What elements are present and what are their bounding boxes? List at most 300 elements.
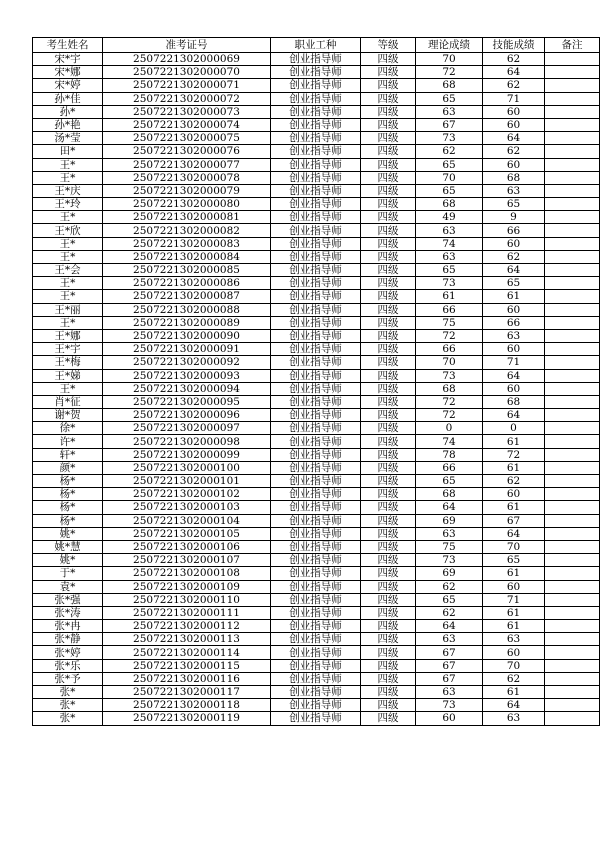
cell-level: 四级 — [361, 79, 416, 92]
cell-theory-score: 74 — [416, 237, 483, 250]
cell-theory-score: 65 — [416, 593, 483, 606]
score-table — [32, 37, 600, 726]
table-row — [33, 92, 600, 105]
cell-skill-score: 62 — [483, 145, 545, 158]
cell-remarks — [545, 448, 600, 461]
cell-name: 肖*征 — [33, 395, 103, 408]
cell-remarks — [545, 303, 600, 316]
table-row — [33, 448, 600, 461]
cell-name: 杨* — [33, 488, 103, 501]
cell-name: 张*静 — [33, 633, 103, 646]
cell-occupation: 创业指导师 — [271, 250, 361, 263]
table-row — [33, 501, 600, 514]
cell-theory-score: 62 — [416, 580, 483, 593]
cell-level: 四级 — [361, 224, 416, 237]
cell-occupation: 创业指导师 — [271, 514, 361, 527]
cell-name: 姚*慧 — [33, 540, 103, 553]
table-row — [33, 435, 600, 448]
cell-skill-score: 67 — [483, 514, 545, 527]
cell-level: 四级 — [361, 593, 416, 606]
cell-remarks — [545, 514, 600, 527]
cell-level: 四级 — [361, 606, 416, 619]
cell-occupation: 创业指导师 — [271, 488, 361, 501]
cell-occupation: 创业指导师 — [271, 699, 361, 712]
cell-remarks — [545, 264, 600, 277]
cell-name: 张* — [33, 712, 103, 725]
cell-level: 四级 — [361, 303, 416, 316]
cell-occupation: 创业指导师 — [271, 580, 361, 593]
cell-theory-score: 70 — [416, 356, 483, 369]
cell-theory-score: 61 — [416, 290, 483, 303]
cell-skill-score: 62 — [483, 79, 545, 92]
table-row — [33, 211, 600, 224]
cell-ticket-number: 2507221302000110 — [103, 593, 271, 606]
table-row — [33, 646, 600, 659]
cell-name: 王* — [33, 250, 103, 263]
table-row — [33, 620, 600, 633]
cell-level: 四级 — [361, 422, 416, 435]
cell-level: 四级 — [361, 356, 416, 369]
cell-level: 四级 — [361, 646, 416, 659]
table-row — [33, 672, 600, 685]
cell-theory-score: 75 — [416, 540, 483, 553]
cell-skill-score: 60 — [483, 382, 545, 395]
cell-ticket-number: 2507221302000106 — [103, 540, 271, 553]
cell-name: 王* — [33, 158, 103, 171]
cell-level: 四级 — [361, 488, 416, 501]
table-row — [33, 422, 600, 435]
table-row — [33, 329, 600, 342]
cell-ticket-number: 2507221302000090 — [103, 329, 271, 342]
cell-ticket-number: 2507221302000079 — [103, 184, 271, 197]
cell-skill-score: 66 — [483, 316, 545, 329]
cell-theory-score: 74 — [416, 435, 483, 448]
cell-ticket-number: 2507221302000109 — [103, 580, 271, 593]
cell-ticket-number: 2507221302000071 — [103, 79, 271, 92]
cell-remarks — [545, 422, 600, 435]
cell-theory-score: 63 — [416, 527, 483, 540]
cell-name: 徐* — [33, 422, 103, 435]
cell-ticket-number: 2507221302000089 — [103, 316, 271, 329]
cell-name: 宋*娜 — [33, 66, 103, 79]
cell-name: 张*冉 — [33, 620, 103, 633]
cell-name: 张* — [33, 686, 103, 699]
table-row — [33, 409, 600, 422]
cell-ticket-number: 2507221302000088 — [103, 303, 271, 316]
table-row — [33, 343, 600, 356]
cell-skill-score: 64 — [483, 699, 545, 712]
header-remarks: 备注 — [545, 38, 600, 53]
cell-remarks — [545, 53, 600, 66]
cell-remarks — [545, 540, 600, 553]
cell-name: 汤*莹 — [33, 132, 103, 145]
table-row — [33, 158, 600, 171]
table-row — [33, 382, 600, 395]
cell-occupation: 创业指导师 — [271, 79, 361, 92]
cell-skill-score: 61 — [483, 501, 545, 514]
cell-ticket-number: 2507221302000076 — [103, 145, 271, 158]
cell-occupation: 创业指导师 — [271, 198, 361, 211]
cell-ticket-number: 2507221302000072 — [103, 92, 271, 105]
cell-level: 四级 — [361, 699, 416, 712]
cell-occupation: 创业指导师 — [271, 646, 361, 659]
cell-level: 四级 — [361, 712, 416, 725]
cell-theory-score: 72 — [416, 395, 483, 408]
cell-name: 王*娜 — [33, 329, 103, 342]
cell-ticket-number: 2507221302000093 — [103, 369, 271, 382]
cell-skill-score: 60 — [483, 118, 545, 131]
cell-occupation: 创业指导师 — [271, 409, 361, 422]
cell-ticket-number: 2507221302000103 — [103, 501, 271, 514]
cell-skill-score: 60 — [483, 343, 545, 356]
table-row — [33, 66, 600, 79]
cell-ticket-number: 2507221302000112 — [103, 620, 271, 633]
cell-level: 四级 — [361, 171, 416, 184]
cell-remarks — [545, 290, 600, 303]
cell-remarks — [545, 699, 600, 712]
cell-occupation: 创业指导师 — [271, 659, 361, 672]
cell-skill-score: 64 — [483, 264, 545, 277]
cell-skill-score: 62 — [483, 672, 545, 685]
cell-ticket-number: 2507221302000086 — [103, 277, 271, 290]
cell-remarks — [545, 461, 600, 474]
cell-theory-score: 65 — [416, 475, 483, 488]
cell-level: 四级 — [361, 659, 416, 672]
cell-ticket-number: 2507221302000095 — [103, 395, 271, 408]
cell-name: 张* — [33, 699, 103, 712]
table-row — [33, 184, 600, 197]
cell-name: 王* — [33, 382, 103, 395]
table-row — [33, 118, 600, 131]
cell-level: 四级 — [361, 409, 416, 422]
cell-skill-score: 61 — [483, 461, 545, 474]
cell-skill-score: 64 — [483, 369, 545, 382]
cell-ticket-number: 2507221302000077 — [103, 158, 271, 171]
table-row — [33, 527, 600, 540]
cell-remarks — [545, 356, 600, 369]
cell-remarks — [545, 66, 600, 79]
cell-level: 四级 — [361, 118, 416, 131]
cell-level: 四级 — [361, 53, 416, 66]
cell-skill-score: 61 — [483, 686, 545, 699]
cell-remarks — [545, 593, 600, 606]
header-row — [33, 38, 600, 53]
cell-remarks — [545, 620, 600, 633]
cell-remarks — [545, 329, 600, 342]
cell-occupation: 创业指导师 — [271, 92, 361, 105]
cell-skill-score: 71 — [483, 593, 545, 606]
cell-theory-score: 69 — [416, 567, 483, 580]
cell-name: 张*予 — [33, 672, 103, 685]
cell-skill-score: 65 — [483, 277, 545, 290]
cell-level: 四级 — [361, 105, 416, 118]
cell-occupation: 创业指导师 — [271, 53, 361, 66]
table-row — [33, 686, 600, 699]
cell-occupation: 创业指导师 — [271, 395, 361, 408]
cell-ticket-number: 2507221302000091 — [103, 343, 271, 356]
cell-level: 四级 — [361, 92, 416, 105]
cell-theory-score: 78 — [416, 448, 483, 461]
cell-occupation: 创业指导师 — [271, 277, 361, 290]
cell-theory-score: 64 — [416, 501, 483, 514]
cell-theory-score: 63 — [416, 105, 483, 118]
cell-name: 袁* — [33, 580, 103, 593]
cell-skill-score: 72 — [483, 448, 545, 461]
cell-skill-score: 61 — [483, 567, 545, 580]
cell-occupation: 创业指导师 — [271, 303, 361, 316]
table-row — [33, 132, 600, 145]
cell-theory-score: 73 — [416, 132, 483, 145]
cell-skill-score: 64 — [483, 527, 545, 540]
cell-level: 四级 — [361, 672, 416, 685]
cell-occupation: 创业指导师 — [271, 264, 361, 277]
cell-skill-score: 61 — [483, 290, 545, 303]
cell-name: 轩* — [33, 448, 103, 461]
cell-theory-score: 67 — [416, 659, 483, 672]
cell-name: 王*会 — [33, 264, 103, 277]
cell-skill-score: 9 — [483, 211, 545, 224]
table-row — [33, 593, 600, 606]
cell-remarks — [545, 633, 600, 646]
cell-occupation: 创业指导师 — [271, 501, 361, 514]
cell-ticket-number: 2507221302000082 — [103, 224, 271, 237]
cell-name: 孙*艳 — [33, 118, 103, 131]
cell-skill-score: 68 — [483, 395, 545, 408]
cell-occupation: 创业指导师 — [271, 382, 361, 395]
cell-level: 四级 — [361, 329, 416, 342]
cell-ticket-number: 2507221302000098 — [103, 435, 271, 448]
cell-remarks — [545, 527, 600, 540]
cell-theory-score: 69 — [416, 514, 483, 527]
table-row — [33, 277, 600, 290]
cell-name: 王* — [33, 171, 103, 184]
cell-level: 四级 — [361, 382, 416, 395]
cell-remarks — [545, 132, 600, 145]
cell-occupation: 创业指导师 — [271, 184, 361, 197]
cell-occupation: 创业指导师 — [271, 66, 361, 79]
cell-level: 四级 — [361, 620, 416, 633]
cell-occupation: 创业指导师 — [271, 132, 361, 145]
table-row — [33, 395, 600, 408]
cell-name: 宋*宇 — [33, 53, 103, 66]
cell-theory-score: 65 — [416, 92, 483, 105]
cell-ticket-number: 2507221302000113 — [103, 633, 271, 646]
cell-occupation: 创业指导师 — [271, 356, 361, 369]
cell-ticket-number: 2507221302000078 — [103, 171, 271, 184]
cell-skill-score: 61 — [483, 435, 545, 448]
cell-occupation: 创业指导师 — [271, 672, 361, 685]
cell-occupation: 创业指导师 — [271, 461, 361, 474]
cell-level: 四级 — [361, 237, 416, 250]
cell-skill-score: 61 — [483, 606, 545, 619]
cell-occupation: 创业指导师 — [271, 606, 361, 619]
table-row — [33, 316, 600, 329]
cell-remarks — [545, 237, 600, 250]
cell-level: 四级 — [361, 316, 416, 329]
cell-theory-score: 68 — [416, 488, 483, 501]
cell-skill-score: 63 — [483, 184, 545, 197]
cell-skill-score: 60 — [483, 158, 545, 171]
cell-skill-score: 65 — [483, 198, 545, 211]
table-row — [33, 488, 600, 501]
cell-level: 四级 — [361, 343, 416, 356]
cell-name: 王* — [33, 211, 103, 224]
cell-level: 四级 — [361, 580, 416, 593]
cell-remarks — [545, 250, 600, 263]
cell-skill-score: 61 — [483, 620, 545, 633]
table-body — [33, 53, 600, 726]
table-row — [33, 606, 600, 619]
cell-name: 宋*婷 — [33, 79, 103, 92]
cell-occupation: 创业指导师 — [271, 369, 361, 382]
cell-occupation: 创业指导师 — [271, 593, 361, 606]
cell-theory-score: 0 — [416, 422, 483, 435]
cell-skill-score: 62 — [483, 250, 545, 263]
table-row — [33, 79, 600, 92]
cell-level: 四级 — [361, 290, 416, 303]
cell-ticket-number: 2507221302000092 — [103, 356, 271, 369]
cell-occupation: 创业指导师 — [271, 686, 361, 699]
cell-level: 四级 — [361, 461, 416, 474]
cell-remarks — [545, 395, 600, 408]
cell-skill-score: 66 — [483, 224, 545, 237]
cell-name: 谢*贺 — [33, 409, 103, 422]
cell-remarks — [545, 118, 600, 131]
cell-skill-score: 60 — [483, 580, 545, 593]
cell-level: 四级 — [361, 448, 416, 461]
cell-ticket-number: 2507221302000074 — [103, 118, 271, 131]
cell-name: 张*婷 — [33, 646, 103, 659]
cell-remarks — [545, 382, 600, 395]
cell-theory-score: 67 — [416, 646, 483, 659]
cell-skill-score: 0 — [483, 422, 545, 435]
cell-name: 王*宇 — [33, 343, 103, 356]
cell-skill-score: 64 — [483, 66, 545, 79]
cell-level: 四级 — [361, 66, 416, 79]
table-row — [33, 356, 600, 369]
cell-ticket-number: 2507221302000096 — [103, 409, 271, 422]
cell-skill-score: 70 — [483, 659, 545, 672]
table-row — [33, 461, 600, 474]
cell-occupation: 创业指导师 — [271, 329, 361, 342]
cell-skill-score: 63 — [483, 633, 545, 646]
cell-ticket-number: 2507221302000119 — [103, 712, 271, 725]
cell-theory-score: 65 — [416, 184, 483, 197]
cell-ticket-number: 2507221302000080 — [103, 198, 271, 211]
cell-level: 四级 — [361, 250, 416, 263]
cell-remarks — [545, 211, 600, 224]
cell-level: 四级 — [361, 277, 416, 290]
cell-name: 杨* — [33, 475, 103, 488]
cell-remarks — [545, 712, 600, 725]
cell-remarks — [545, 105, 600, 118]
cell-remarks — [545, 554, 600, 567]
cell-theory-score: 73 — [416, 277, 483, 290]
cell-ticket-number: 2507221302000097 — [103, 422, 271, 435]
header-skill-score: 技能成绩 — [483, 38, 545, 53]
cell-occupation: 创业指导师 — [271, 224, 361, 237]
cell-remarks — [545, 435, 600, 448]
cell-level: 四级 — [361, 211, 416, 224]
cell-skill-score: 63 — [483, 329, 545, 342]
cell-level: 四级 — [361, 132, 416, 145]
table-row — [33, 475, 600, 488]
cell-skill-score: 64 — [483, 132, 545, 145]
cell-occupation: 创业指导师 — [271, 567, 361, 580]
cell-occupation: 创业指导师 — [271, 620, 361, 633]
cell-name: 颜* — [33, 461, 103, 474]
cell-ticket-number: 2507221302000116 — [103, 672, 271, 685]
cell-ticket-number: 2507221302000114 — [103, 646, 271, 659]
cell-level: 四级 — [361, 158, 416, 171]
cell-name: 于* — [33, 567, 103, 580]
cell-theory-score: 65 — [416, 158, 483, 171]
cell-level: 四级 — [361, 145, 416, 158]
cell-remarks — [545, 171, 600, 184]
cell-level: 四级 — [361, 554, 416, 567]
table-row — [33, 712, 600, 725]
cell-theory-score: 66 — [416, 343, 483, 356]
cell-occupation: 创业指导师 — [271, 316, 361, 329]
cell-theory-score: 73 — [416, 699, 483, 712]
cell-occupation: 创业指导师 — [271, 712, 361, 725]
cell-occupation: 创业指导师 — [271, 237, 361, 250]
cell-level: 四级 — [361, 633, 416, 646]
cell-remarks — [545, 567, 600, 580]
header-theory-score: 理论成绩 — [416, 38, 483, 53]
cell-remarks — [545, 316, 600, 329]
cell-occupation: 创业指导师 — [271, 290, 361, 303]
cell-level: 四级 — [361, 540, 416, 553]
cell-name: 王*玲 — [33, 198, 103, 211]
cell-level: 四级 — [361, 514, 416, 527]
header-level: 等级 — [361, 38, 416, 53]
table-row — [33, 369, 600, 382]
cell-skill-score: 60 — [483, 237, 545, 250]
cell-remarks — [545, 224, 600, 237]
cell-level: 四级 — [361, 198, 416, 211]
table-row — [33, 290, 600, 303]
cell-occupation: 创业指导师 — [271, 633, 361, 646]
cell-ticket-number: 2507221302000108 — [103, 567, 271, 580]
cell-remarks — [545, 672, 600, 685]
cell-occupation: 创业指导师 — [271, 171, 361, 184]
cell-level: 四级 — [361, 501, 416, 514]
cell-ticket-number: 2507221302000117 — [103, 686, 271, 699]
cell-theory-score: 62 — [416, 606, 483, 619]
cell-theory-score: 63 — [416, 250, 483, 263]
cell-name: 田* — [33, 145, 103, 158]
cell-occupation: 创业指导师 — [271, 145, 361, 158]
cell-ticket-number: 2507221302000101 — [103, 475, 271, 488]
cell-level: 四级 — [361, 686, 416, 699]
cell-remarks — [545, 501, 600, 514]
cell-skill-score: 62 — [483, 53, 545, 66]
cell-name: 王* — [33, 237, 103, 250]
cell-remarks — [545, 158, 600, 171]
table-row — [33, 250, 600, 263]
cell-theory-score: 64 — [416, 620, 483, 633]
table-row — [33, 224, 600, 237]
cell-occupation: 创业指导师 — [271, 158, 361, 171]
cell-remarks — [545, 606, 600, 619]
cell-skill-score: 70 — [483, 540, 545, 553]
table-row — [33, 514, 600, 527]
table-row — [33, 699, 600, 712]
table-row — [33, 554, 600, 567]
table-row — [33, 633, 600, 646]
cell-ticket-number: 2507221302000104 — [103, 514, 271, 527]
